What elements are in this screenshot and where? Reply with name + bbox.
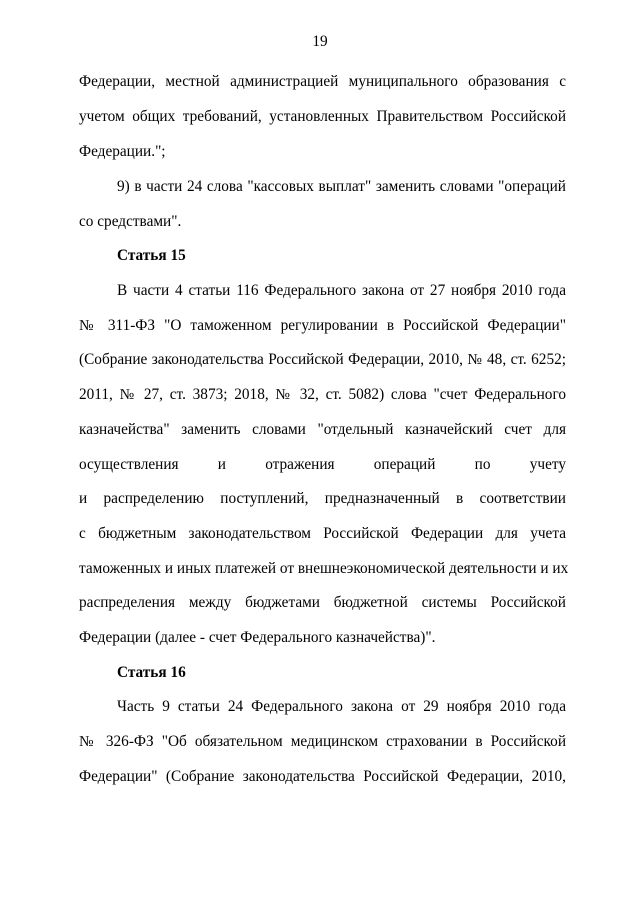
article-16-heading: Статья 16 — [117, 664, 186, 681]
text-line: с бюджетным законодательством Российской Федерации для учета — [79, 525, 566, 542]
article-15-heading: Статья 15 — [117, 247, 186, 264]
text-line: и распределению поступлений, предназначенный в соответствии — [79, 490, 566, 507]
text-line: распределения между бюджетами бюджетной системы Российской — [79, 594, 566, 611]
text-line: (Собрание законодательства Российской Федерации, 2010, № 48, ст. 6252; — [79, 351, 566, 368]
text-line: Федерации."; — [79, 143, 166, 160]
page-number: 19 — [312, 33, 328, 50]
text-line: учетом общих требований, установленных Правительством Российской — [79, 108, 566, 125]
text-line: 2011, № 27, ст. 3873; 2018, № 32, ст. 5082) слова "счет Федерального — [79, 386, 566, 403]
text-line: Федерации (далее - счет Федерального казначейства)". — [79, 629, 436, 646]
text-line: Часть 9 статьи 24 Федерального закона от 29 ноября 2010 года — [117, 698, 566, 715]
text-line: осуществления и отражения операций по учету — [79, 456, 566, 473]
text-line: таможенных и иных платежей от внешнеэкономической деятельности и их — [79, 560, 569, 577]
text-line: В части 4 статьи 116 Федерального закона от 27 ноября 2010 года — [117, 282, 566, 299]
text-line: № 326-ФЗ "Об обязательном медицинском страховании в Российской — [79, 733, 566, 750]
text-line: казначейства" заменить словами "отдельный казначейский счет для — [79, 421, 566, 438]
text-line: со средствами". — [79, 213, 182, 230]
text-line: 9) в части 24 слова "кассовых выплат" заменить словами "операций — [117, 178, 566, 195]
text-line: Федерации, местной администрацией муниципального образования с — [79, 73, 566, 90]
text-line: № 311-ФЗ "О таможенном регулировании в Российской Федерации" — [79, 317, 566, 334]
text-line: Федерации" (Собрание законодательства Российской Федерации, 2010, — [79, 768, 566, 785]
